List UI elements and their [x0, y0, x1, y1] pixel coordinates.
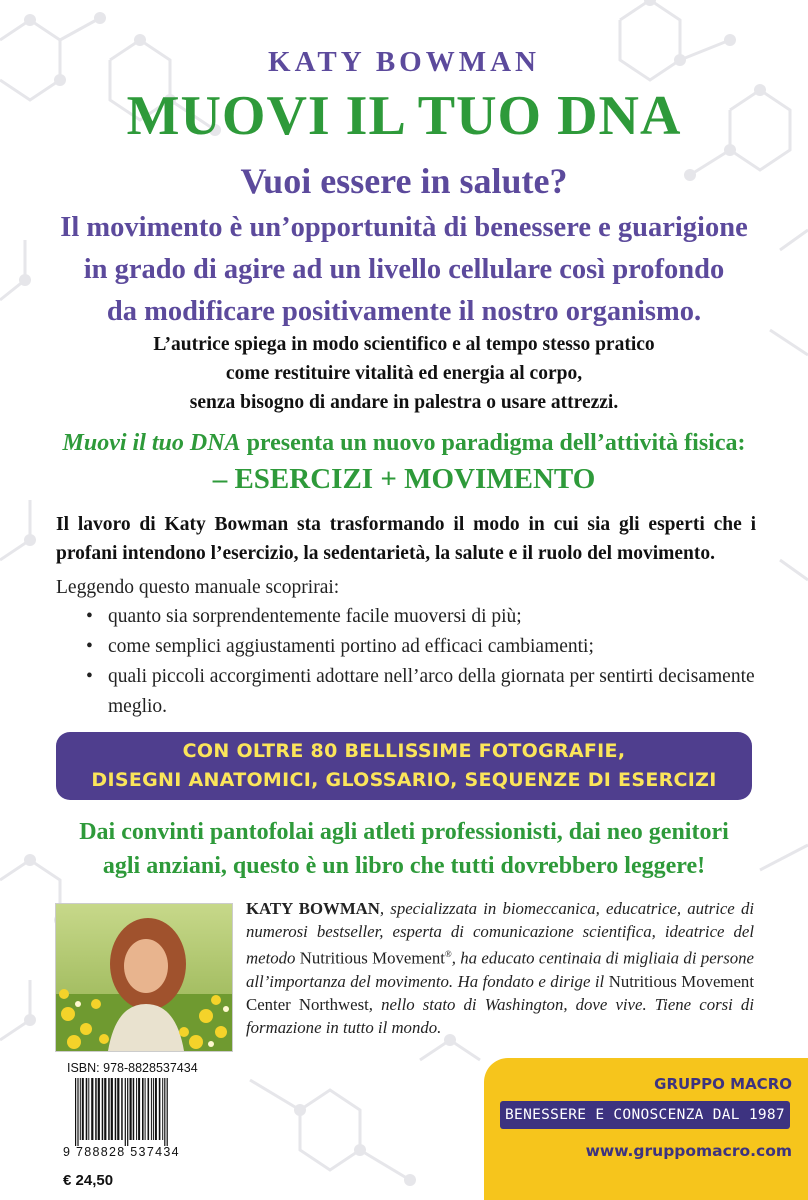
barcode-bar: [164, 1078, 165, 1146]
author-photo: [55, 903, 233, 1052]
banner-line: DISEGNI ANATOMICI, GLOSSARIO, SEQUENZE DI ESERCIZI: [91, 769, 717, 791]
intro-line: in grado di agire ad un livello cellulare così profondo: [83, 254, 725, 285]
intro-line: da modificare positivamente il nostro organismo.: [106, 296, 702, 327]
barcode-bar: [117, 1078, 119, 1140]
paradigm-text: presenta un nuovo paradigma dell’attività fisica:: [240, 430, 746, 456]
description-line: senza bisogno di andare in palestra o usare attrezzi.: [189, 392, 619, 413]
intro-statement: [40, 207, 768, 333]
banner-line: CON OLTRE 80 BELLISSIME FOTOGRAFIE,: [182, 740, 626, 762]
bio-center: Nutritious Movement Center Northwest: [246, 971, 754, 1014]
barcode-bar: [80, 1078, 81, 1140]
publisher-url: www.gruppomacro.com: [585, 1142, 792, 1160]
barcode-bar: [91, 1078, 93, 1140]
barcode-bar: [145, 1078, 146, 1140]
author-bio: [246, 897, 754, 1039]
barcode-bar: [111, 1078, 113, 1140]
barcode-bar: [115, 1078, 117, 1140]
barcode-bar: [133, 1078, 135, 1140]
tagline-line: agli anziani, questo è un libro che tutti dovrebbero leggere!: [102, 853, 706, 879]
barcode-bar: [125, 1078, 126, 1146]
barcode-bar: [121, 1078, 123, 1140]
bio-text: , specializzata in biomeccanica, educatrice, autrice di numerosi bestseller, esperta di comunicazione scientifica, ideatrice del metodo: [246, 899, 755, 968]
publisher-block: [484, 1058, 808, 1200]
paradigm-book-title: Muovi il tuo DNA: [62, 430, 241, 456]
barcode-bar: [98, 1078, 100, 1140]
barcode-bar: [162, 1078, 163, 1140]
barcode-bar: [95, 1078, 97, 1140]
reading-intro: Leggendo questo manuale scoprirai:: [56, 577, 340, 598]
publisher-motto: BENESSERE E CONOSCENZA DAL 1987: [500, 1101, 790, 1129]
barcode-bar: [136, 1078, 137, 1140]
barcode-bar: [155, 1078, 157, 1140]
barcode-bar: [77, 1078, 78, 1146]
barcode-bar: [108, 1078, 110, 1140]
bio-brand: Nutritious Movement: [299, 948, 445, 968]
barcode-bar: [130, 1078, 132, 1140]
barcode-bar: [75, 1078, 76, 1146]
price-label: € 24,50: [63, 1172, 114, 1189]
author-photo-illustration: [56, 904, 232, 1051]
barcode-bar: [151, 1078, 152, 1140]
barcode-bar: [159, 1078, 161, 1140]
barcode-bar: [88, 1078, 89, 1140]
barcode-bar: [167, 1078, 168, 1146]
author-name-heading: KATY BOWMAN: [268, 46, 540, 78]
bio-text: , nello stato di Washington, dove vive. Tiene corsi di formazione in tutto il mondo.: [246, 994, 754, 1037]
headline-question: Vuoi essere in salute?: [240, 161, 568, 201]
barcode-bar: [138, 1078, 140, 1140]
tagline-line: Dai convinti pantofolai agli atleti professionisti, dai neo genitori: [79, 819, 729, 845]
barcode-bar: [148, 1078, 150, 1140]
paradigm-statement: [20, 430, 788, 457]
barcode-digits: 9 788828 537434: [63, 1145, 180, 1159]
barcode-bar: [82, 1078, 84, 1140]
barcode-bar: [142, 1078, 144, 1140]
description-line: come restituire vitalità ed energia al corpo,: [225, 363, 583, 384]
benefit-list: [86, 602, 766, 722]
list-item: • come semplici aggiustamenti portino ad efficaci cambiamenti;: [86, 632, 766, 662]
registered-mark: ®: [444, 949, 452, 959]
barcode-bar: [104, 1078, 106, 1140]
bio-text: , ha educato centinaia di migliaia di persone all’importanza del movimento. Ha fondato e dirige il: [246, 948, 754, 991]
barcode: [63, 1078, 233, 1146]
barcode-bar: [86, 1078, 88, 1140]
slogan: – ESERCIZI + MOVIMENTO: [212, 463, 596, 495]
barcode-bar: [153, 1078, 154, 1140]
intro-line: Il movimento è un’opportunità di benessere e guarigione: [60, 212, 748, 243]
list-item: • quanto sia sorprendentemente facile muoversi di più;: [86, 602, 766, 632]
description-line: L’autrice spiega in modo scientifico e al tempo stesso pratico: [153, 334, 655, 355]
tagline: [20, 815, 788, 883]
isbn-label: ISBN: 978-8828537434: [67, 1061, 198, 1075]
book-title: MUOVI IL TUO DNA: [126, 85, 682, 147]
bio-author-name: KATY BOWMAN: [246, 899, 380, 918]
work-paragraph: Il lavoro di Katy Bowman sta trasformando il modo in cui sia gli esperti che i profani intendono l’esercizio, la sedentarietà, la salute e il ruolo del movimento.: [56, 514, 756, 564]
barcode-block: [63, 1061, 233, 1173]
publisher-name: GRUPPO MACRO: [654, 1075, 792, 1093]
barcode-bar: [127, 1078, 128, 1146]
list-item: • quali piccoli accorgimenti adottare nell’arco della giornata per sentirti decisamente meglio.: [86, 662, 766, 722]
description-paragraph: [60, 330, 748, 417]
barcode-bar: [102, 1078, 104, 1140]
features-banner: [56, 732, 752, 800]
